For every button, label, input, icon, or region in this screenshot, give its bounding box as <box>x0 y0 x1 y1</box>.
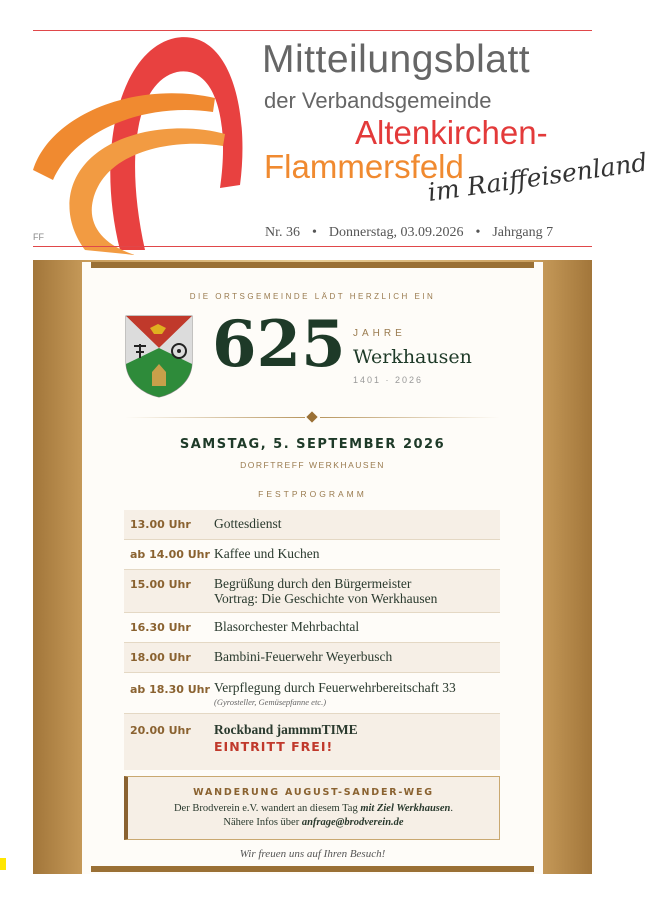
hike-email-link[interactable]: anfrage@brodverein.de <box>301 817 404 828</box>
program-event <box>214 714 500 770</box>
village-name: Werkhausen <box>353 346 472 368</box>
program-row <box>124 570 500 613</box>
program-time: ab 14.00 Uhr <box>130 548 210 561</box>
hike-line2: Nähere Infos über anfrage@brodverein.de <box>223 817 404 828</box>
program-row <box>124 714 500 770</box>
program-event-line1: Begrüßung durch den Bürgermeister <box>214 576 412 591</box>
masthead-subtitle: der Verbandsgemeinde <box>264 88 492 113</box>
masthead-region-line2: Flammersfeld <box>264 148 464 185</box>
program-event-line1: Rockband jammmTIME <box>214 722 358 737</box>
program-table <box>124 510 500 770</box>
poster-bottom-bar <box>91 866 534 872</box>
program-row <box>124 673 500 714</box>
edge-marker <box>0 858 6 870</box>
program-event <box>214 673 500 713</box>
divider-left <box>125 417 305 418</box>
program-event-line2: Vortrag: Die Geschichte von Werkhausen <box>214 591 438 606</box>
closing-line: Wir freuen uns auf Ihren Besuch! <box>239 848 386 860</box>
jahre-label: JAHRE <box>353 328 406 339</box>
program-row <box>124 643 500 673</box>
header-bottom-rule <box>33 246 592 247</box>
issue-line: Nr. 36 • Donnerstag, 03.09.2026 • Jahrgang 7 <box>265 225 554 240</box>
event-date: SAMSTAG, 5. SEPTEMBER 2026 <box>179 437 446 452</box>
issue-volume: Jahrgang 7 <box>492 225 554 240</box>
program-time: ab 18.30 Uhr <box>130 683 210 696</box>
program-event: Blasorchester Mehrbachtal <box>214 619 360 634</box>
masthead-title: Mitteilungsblatt <box>262 38 531 81</box>
masthead-region-line1: Altenkirchen- <box>355 114 548 151</box>
hike-box <box>124 776 500 840</box>
hike-destination: mit Ziel Werkhausen <box>360 803 451 814</box>
masthead-tagline: im Raiffeisenland <box>425 147 649 207</box>
year-range: 1401 · 2026 <box>353 375 424 385</box>
program-time: 16.30 Uhr <box>130 621 191 634</box>
invite-line: DIE ORTSGEMEINDE LÄDT HERZLICH EIN <box>189 292 436 301</box>
program-time: 15.00 Uhr <box>130 578 191 591</box>
divider-right <box>320 417 500 418</box>
program-event: Bambini-Feuerwehr Weyerbusch <box>214 649 393 664</box>
program-event-line1: Verpflegung durch Feuerwehrbereitschaft 33 <box>214 680 456 695</box>
issue-number: Nr. 36 <box>265 225 300 240</box>
issue-date: Donnerstag, 03.09.2026 <box>328 225 464 240</box>
program-time: 18.00 Uhr <box>130 651 191 664</box>
program-time: 13.00 Uhr <box>130 518 191 531</box>
program-time: 20.00 Uhr <box>130 724 191 737</box>
program-row <box>124 510 500 540</box>
hike-title: WANDERUNG AUGUST-SANDER-WEG <box>193 787 434 798</box>
event-location: DORFTREFF WERKHAUSEN <box>240 460 385 470</box>
anniversary-number: 625 <box>212 307 346 382</box>
program-row <box>124 540 500 570</box>
coat-of-arms-icon <box>124 314 194 398</box>
program-title: FESTPROGRAMM <box>258 489 367 499</box>
hike-line1: Der Brodverein e.V. wandert an diesem Tag mit Ziel Werkhausen. <box>173 803 454 814</box>
program-row <box>124 613 500 643</box>
program-event-note: (Gyrosteller, Gemüsepfanne etc.) <box>214 697 327 707</box>
program-event: Gottesdienst <box>214 516 282 531</box>
corner-code: FF <box>33 232 44 242</box>
vg-logo-icon <box>25 20 260 255</box>
program-event: Kaffee und Kuchen <box>214 546 320 561</box>
free-entry-label: EINTRITT FREI! <box>214 739 334 754</box>
poster-top-bar <box>91 262 534 268</box>
program-event <box>214 570 500 612</box>
